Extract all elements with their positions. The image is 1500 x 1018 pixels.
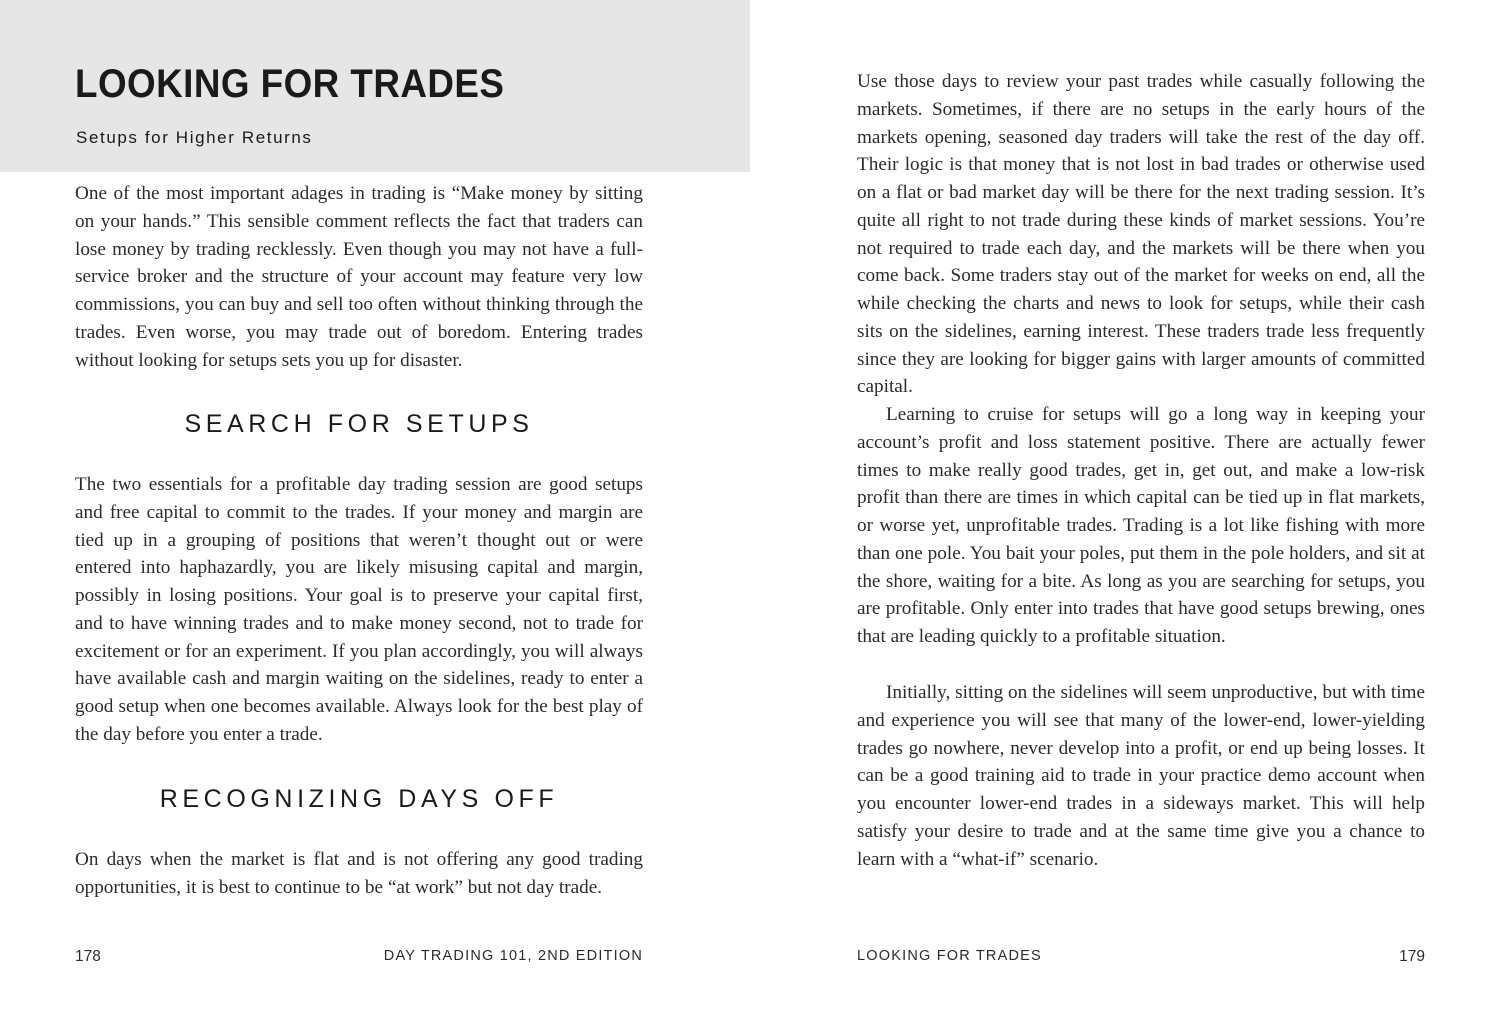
page-number-left: 178 bbox=[75, 948, 101, 965]
chapter-subtitle: Setups for Higher Returns bbox=[76, 128, 313, 147]
right-paragraph-3: Initially, sitting on the sidelines will seem unproductive, but with time and experience you will see that many of the lower-end, lower-yielding trades go nowhere, never develop into a profit, or end up being losses. It can be a good training aid to trade in your practice demo account when you encounter lower-end trades in a sideways market. This will help satisfy your desire to trade and at the same time give you a chance to learn with a “what-if” scenario. bbox=[857, 682, 1425, 870]
right-paragraph-2: Learning to cruise for setups will go a long way in keeping your account’s profit and loss statement positive. There are actually fewer times to make really good trades, get in, get out, and make a low-risk profit than there are times in which capital can be tied up in flat markets, or worse yet, unprofitable trades. Trading is a lot like fishing with more than one pole. You bait your poles, put them in the pole holders, and sit at the shore, waiting for a bite. As long as you are searching for setups, you are profitable. Only enter into trades that have good setups brewing, ones that are leading quickly to a profitable situation. bbox=[857, 404, 1425, 647]
right-paragraph-1: Use those days to review your past trades while casually following the markets. Sometimes, if there are no setups in the early hours of the markets opening, seasoned day traders will take the rest of the day off. Their logic is that money that is not lost in bad trades or otherwise used on a flat or bad market day will be there for the next trading session. It’s quite all right to not trade during these kinds of market sessions. You’re not required to trade each day, and the markets will be there when you come back. Some traders stay out of the market for weeks on end, all the while checking the charts and news to look for setups, while their cash sits on the sidelines, earning interest. These traders trade less frequently since they are looking for bigger gains with larger amounts of committed capital. bbox=[857, 71, 1425, 398]
search-for-setups-paragraph: The two essentials for a profitable day trading session are good setups and free capital to commit to the trades. If your money and margin are tied up in a grouping of positions that weren’t thought out or were entered into haphazardly, you are likely misusing capital and margin, possibly in losing positions. Your goal is to preserve your capital first, and to have winning trades and to make money second, not to trade for excitement or for an experiment. If you plan accordingly, you will always have available cash and margin waiting on the sidelines, ready to enter a good setup when one becomes available. Always look for the best play of the day before you enter a trade. bbox=[75, 474, 643, 745]
running-footer-book-title: DAY TRADING 101, 2ND EDITION bbox=[383, 948, 643, 964]
intro-paragraph: One of the most important adages in trading is “Make money by sitting on your hands.” This sensible comment reflects the fact that traders can lose money by trading recklessly. Even though you may not have a full-service broker and the structure of your account may feature very low commissions, you can buy and sell too often without thinking through the trades. Even worse, you may trade out of boredom. Entering trades without looking for setups sets you up for disaster. bbox=[75, 183, 643, 371]
recognizing-days-off-paragraph: On days when the market is flat and is not offering any good trading opportunities, it is best to continue to be “at work” but not day trade. bbox=[75, 849, 643, 898]
page-number-right: 179 bbox=[1399, 948, 1425, 965]
section-heading-search-for-setups: SEARCH FOR SETUPS bbox=[184, 410, 534, 438]
right-page bbox=[750, 0, 1500, 1018]
running-footer-chapter: LOOKING FOR TRADES bbox=[857, 948, 1042, 964]
chapter-title: LOOKING FOR TRADES bbox=[75, 62, 505, 106]
section-heading-recognizing-days-off: RECOGNIZING DAYS OFF bbox=[159, 785, 559, 813]
